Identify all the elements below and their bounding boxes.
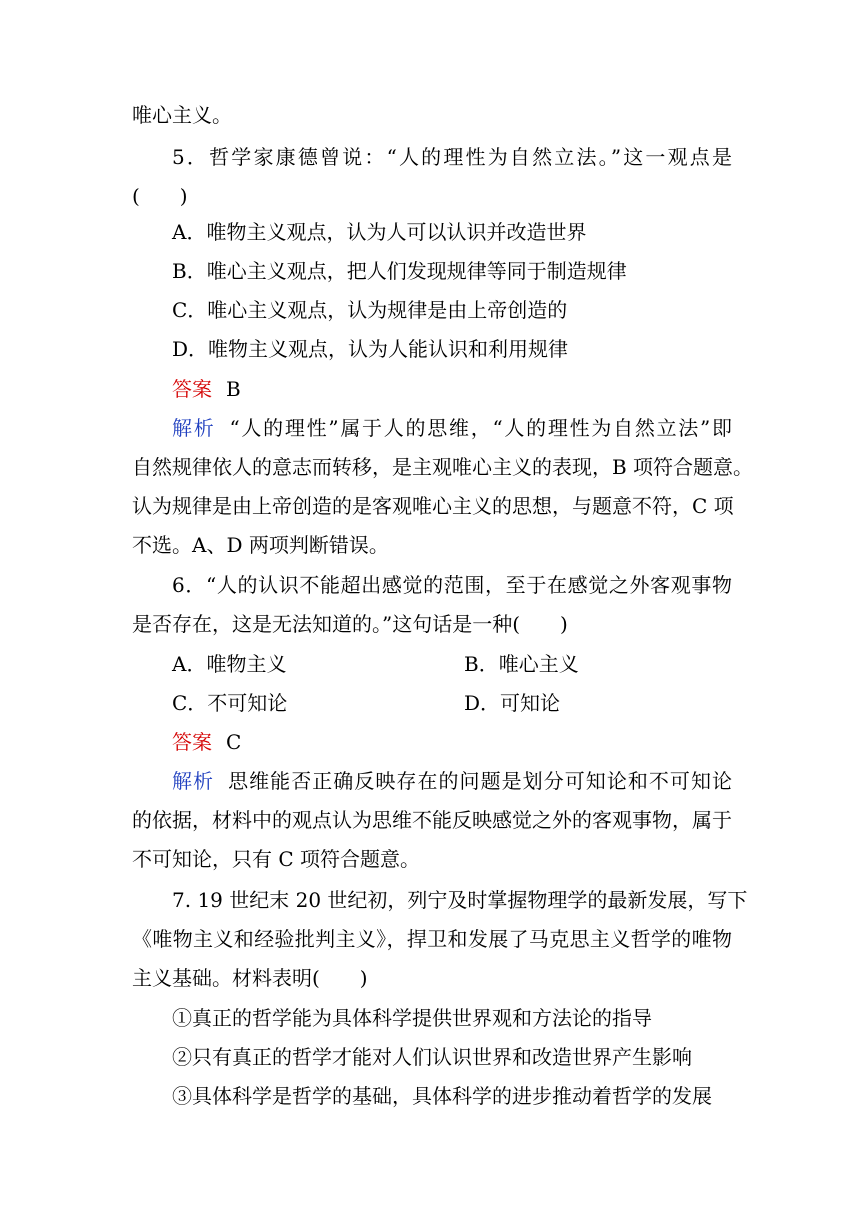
analysis-line (172, 416, 732, 440)
text-line: 唯心主义。 (132, 103, 232, 127)
statement-3: ③具体科学是哲学的基础，具体科学的进步推动着哲学的发展 (172, 1084, 712, 1108)
options-row (172, 691, 732, 715)
answer-value: B (226, 377, 241, 401)
answer-value: C (226, 730, 242, 754)
question-7-stem: 7. 19 世纪末 20 世纪初，列宁及时掌握物理学的最新发展，写下 (172, 888, 748, 912)
option-c: C．不可知论 (172, 691, 288, 715)
analysis-text: 的依据，材料中的观点认为思维不能反映感觉之外的客观事物，属于 (132, 808, 732, 832)
analysis-text: 自然规律依人的意志而转移，是主观唯心主义的表现，B 项符合题意。 (132, 455, 754, 479)
option-b: B．唯心主义 (464, 652, 579, 676)
option-a: A．唯物主义观点，认为人可以认识并改造世界 (172, 220, 587, 244)
analysis-text: 不可知论，只有 C 项符合题意。 (132, 847, 421, 871)
question-5-blank: ( ) (132, 184, 188, 208)
answer-line (172, 730, 732, 754)
answer-label: 答案 (172, 377, 212, 401)
question-7-stem: 主义基础。材料表明( ) (132, 966, 368, 990)
option-c: C．唯心主义观点，认为规律是由上帝创造的 (172, 298, 568, 322)
statement-1: ①真正的哲学能为具体科学提供世界观和方法论的指导 (172, 1006, 652, 1030)
question-7-stem: 《唯物主义和经验批判主义》，捍卫和发展了马克思主义哲学的唯物 (132, 927, 732, 951)
analysis-label: 解析 (172, 769, 215, 793)
analysis-line (172, 769, 732, 793)
analysis-text: 思维能否正确反映存在的问题是划分可知论和不可知论 (228, 769, 733, 793)
analysis-text: “人的理性”属于人的思维，“人的理性为自然立法”即 (229, 416, 732, 440)
options-row (172, 652, 732, 676)
answer-line (172, 377, 732, 401)
option-a: A．唯物主义 (172, 652, 287, 676)
analysis-label: 解析 (172, 416, 216, 440)
option-d: D．唯物主义观点，认为人能认识和利用规律 (172, 337, 569, 361)
option-d: D．可知论 (464, 691, 561, 715)
option-b: B．唯心主义观点，把人们发现规律等同于制造规律 (172, 259, 627, 283)
analysis-text: 不选。A、D 两项判断错误。 (132, 533, 389, 557)
question-6-stem: 是否存在，这是无法知道的。”这句话是一种( ) (132, 612, 568, 636)
question-5-stem: 5．哲学家康德曾说：“人的理性为自然立法。”这一观点是 (172, 145, 732, 169)
statement-2: ②只有真正的哲学才能对人们认识世界和改造世界产生影响 (172, 1045, 692, 1069)
answer-label: 答案 (172, 730, 212, 754)
analysis-text: 认为规律是由上帝创造的是客观唯心主义的思想，与题意不符，C 项 (132, 494, 734, 518)
question-6-stem: 6．“人的认识不能超出感觉的范围，至于在感觉之外客观事物 (172, 573, 732, 597)
